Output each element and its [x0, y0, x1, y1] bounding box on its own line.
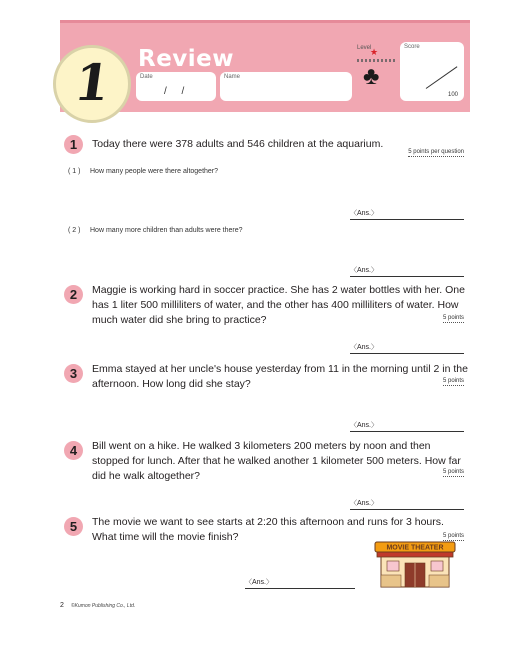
question-4-text: Bill went on a hike. He walked 3 kilometers 200 meters by noon and then stopped for lunch. After that he walked another 1 kilometer 500 meters. How far did he walk altogether? — [92, 440, 461, 482]
star-icon: ★ — [370, 47, 379, 57]
question-4-badge: 4 — [64, 441, 83, 460]
question-1-points: 5 points per question — [408, 149, 464, 155]
score-field[interactable] — [400, 42, 464, 101]
copyright: ©Kumon Publishing Co., Ltd. — [71, 603, 136, 609]
answer-4-label: 〈Ans.〉 — [350, 500, 379, 507]
question-2-text: Maggie is working hard in soccer practice. She has 2 water bottles with her. One has 1 liter 500 milliliters of water, and the other has 400 milliliters of water. How much water did she bring to practice? — [92, 284, 465, 326]
answer-5-label: 〈Ans.〉 — [245, 579, 274, 586]
subquestion-1-2 — [68, 227, 243, 234]
question-2-points: 5 points — [442, 315, 464, 321]
subquestion-1-2-label: ( 2 ) — [68, 227, 81, 234]
question-5-badge: 5 — [64, 517, 83, 536]
page-number: 2 — [60, 602, 64, 609]
answer-3-line[interactable] — [350, 420, 464, 432]
movie-theater-illustration — [367, 541, 463, 589]
name-field[interactable] — [220, 72, 352, 101]
answer-1-2-line[interactable] — [350, 265, 464, 277]
unit-number: 1 — [70, 52, 114, 112]
subquestion-1-1-text: How many people were there altogether? — [90, 168, 219, 175]
score-max: 100 — [447, 92, 458, 98]
page-title: Review — [138, 46, 235, 72]
answer-1-1-label: 〈Ans.〉 — [350, 210, 379, 217]
question-3-badge: 3 — [64, 364, 83, 383]
question-3-text: Emma stayed at her uncle's house yesterday from 11 in the morning until 2 in the afternoon. How long did she stay? — [92, 363, 468, 390]
subquestion-1-1 — [68, 168, 218, 175]
theater-sign: MOVIE THEATER — [386, 544, 444, 552]
answer-5-line[interactable] — [245, 577, 355, 589]
unit-badge — [53, 45, 131, 123]
question-5-text: The movie we want to see starts at 2:20 this afternoon and runs for 3 hours. What time will the movie finish? — [92, 516, 444, 543]
subquestion-1-2-text: How many more children than adults were there? — [90, 227, 243, 234]
name-label: Name — [224, 74, 241, 80]
club-icon: ♣ — [363, 62, 380, 90]
question-3-points: 5 points — [442, 378, 464, 384]
level-label: Level — [357, 45, 372, 51]
answer-2-line[interactable] — [350, 342, 464, 354]
score-label: Score — [404, 44, 420, 50]
answer-1-1-line[interactable] — [350, 208, 464, 220]
score-slash — [426, 66, 458, 89]
date-label: Date — [140, 74, 153, 80]
subquestion-1-1-label: ( 1 ) — [68, 168, 81, 175]
answer-1-2-label: 〈Ans.〉 — [350, 267, 379, 274]
question-4-points: 5 points — [442, 469, 464, 475]
date-field[interactable] — [136, 72, 216, 101]
question-5-points: 5 points — [442, 533, 464, 539]
answer-2-label: 〈Ans.〉 — [350, 344, 379, 351]
answer-3-label: 〈Ans.〉 — [350, 422, 379, 429]
question-1-badge: 1 — [64, 135, 83, 154]
question-2-badge: 2 — [64, 285, 83, 304]
question-1-text: Today there were 378 adults and 546 children at the aquarium. — [92, 138, 384, 150]
date-placeholder: / / — [164, 86, 185, 97]
answer-4-line[interactable] — [350, 498, 464, 510]
